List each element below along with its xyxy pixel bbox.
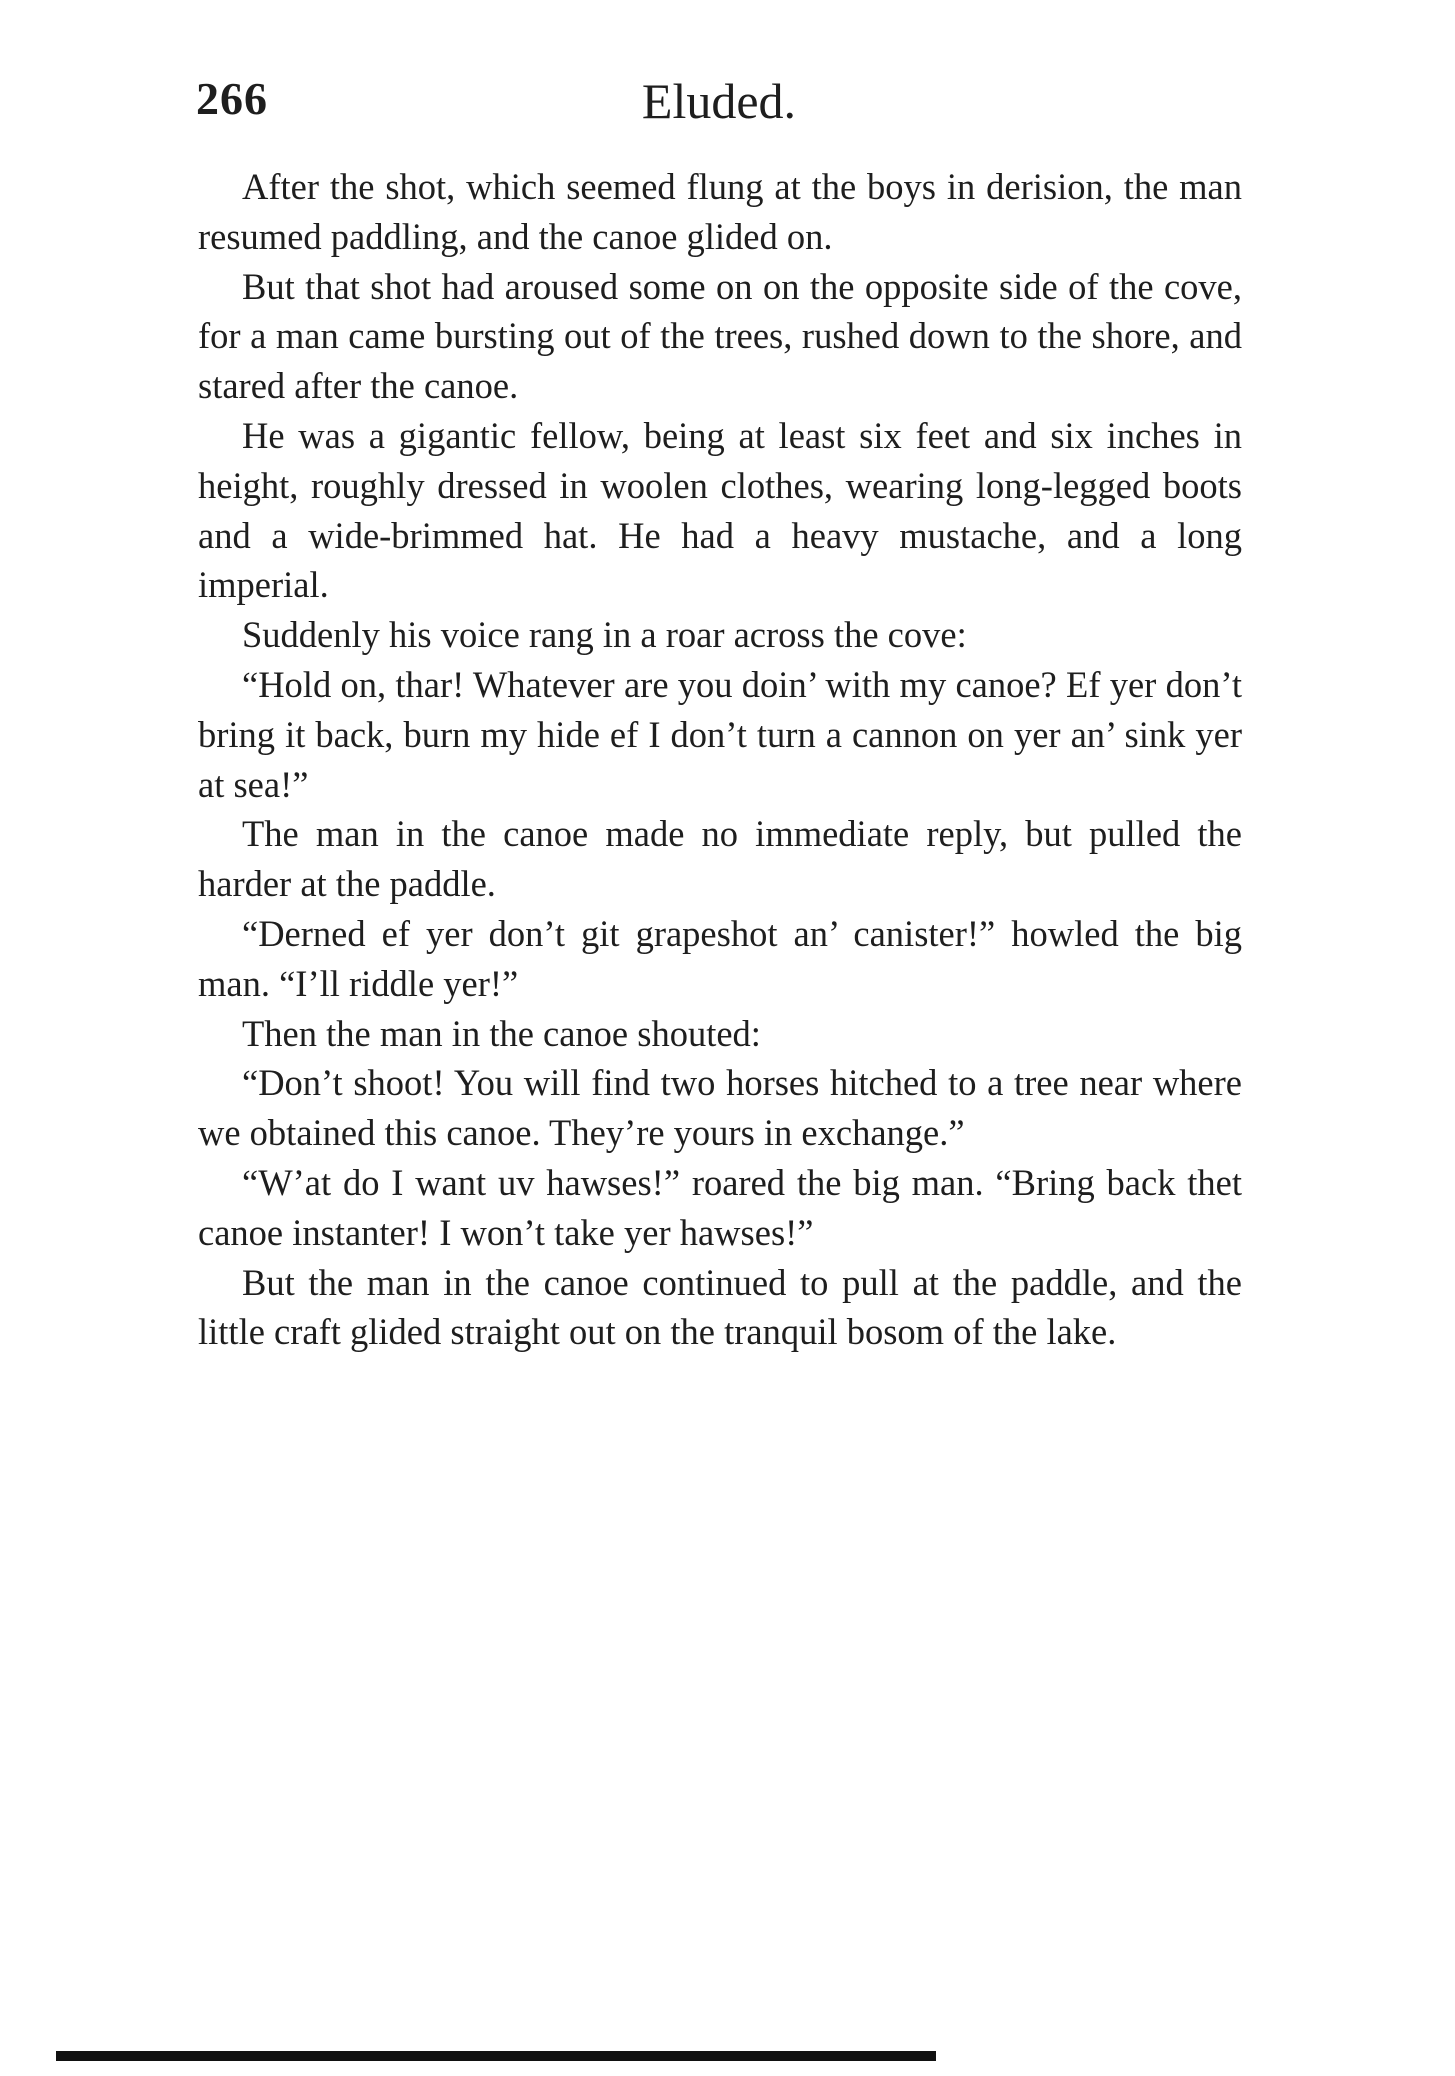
paragraph: But that shot had aroused some on on the opposite side of the cove, for a man came bursting out of the trees, rushed down to the shore, and stared after the canoe.	[198, 265, 1242, 407]
paragraph: “W’at do I want uv hawses!” roared the big man. “Bring back thet canoe instanter! I won’t take yer hawses!”	[198, 1161, 1242, 1253]
paragraph: The man in the canoe made no immediate reply, but pulled the harder at the paddle.	[198, 813, 1242, 905]
chapter-title: Eluded.	[641, 73, 797, 129]
paragraph: He was a gigantic fellow, being at least six feet and six inches in height, roughly dressed in woolen clothes, wearing long-legged boots and a wide-brimmed hat. He had a heavy mustache, and a long imperial.	[198, 414, 1242, 606]
paragraph: Then the man in the canoe shouted:	[242, 1012, 761, 1054]
paragraph: Suddenly his voice rang in a roar across the cove:	[242, 614, 967, 656]
paragraph: “Hold on, thar! Whatever are you doin’ with my canoe? Ef yer don’t bring it back, burn my hide ef I don’t turn a cannon on yer an’ sink yer at sea!”	[198, 663, 1242, 805]
running-head	[196, 72, 1242, 142]
paragraph: “Derned ef yer don’t git grapeshot an’ canister!” howled the big man. “I’ll riddle yer!”	[198, 912, 1242, 1004]
body-text	[198, 162, 1242, 1357]
paragraph: But the man in the canoe continued to pull at the paddle, and the little craft glided straight out on the tranquil bosom of the lake.	[198, 1261, 1242, 1353]
paragraph: “Don’t shoot! You will find two horses hitched to a tree near where we obtained this canoe. They’re yours in exchange.”	[198, 1062, 1242, 1154]
page-number: 266	[196, 73, 268, 124]
bottom-rule	[56, 2051, 936, 2061]
paragraph: After the shot, which seemed flung at the boys in derision, the man resumed paddling, and the canoe glided on.	[198, 166, 1242, 257]
